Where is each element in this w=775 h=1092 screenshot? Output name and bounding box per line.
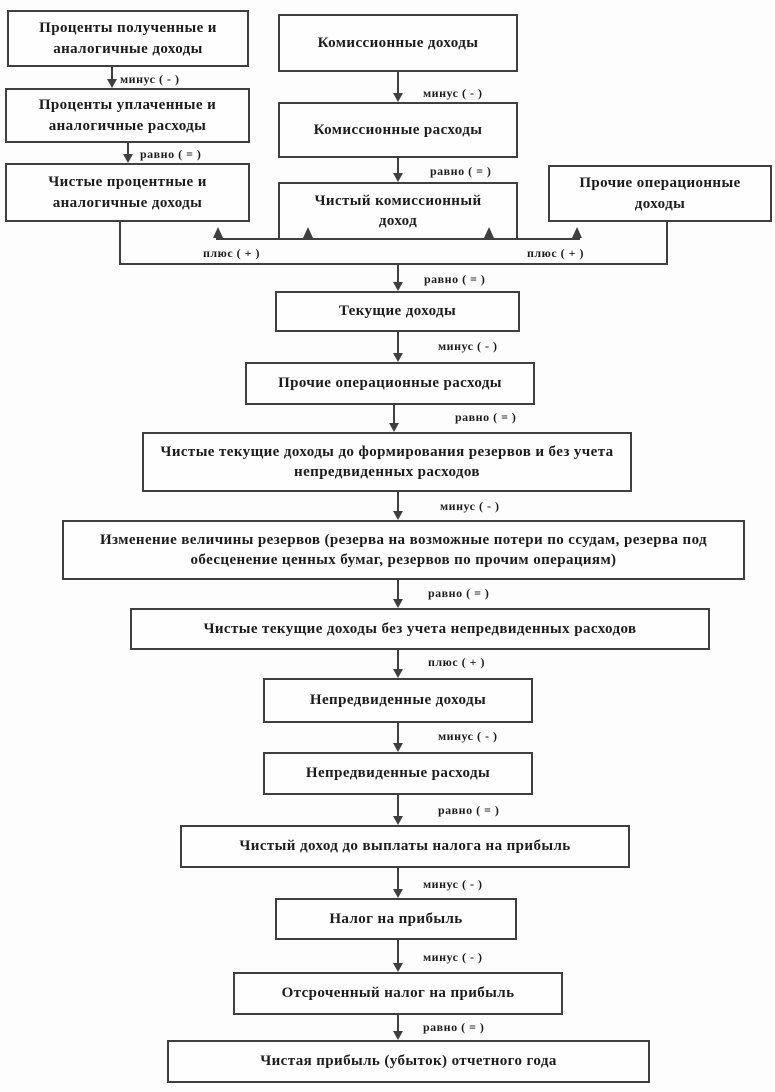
node-net-current-income: Чистые текущие доходы без учета непредвиденных расходов — [130, 608, 710, 650]
node-deferred-income-tax: Отсроченный налог на прибыль — [233, 972, 563, 1015]
connector-line — [397, 580, 399, 599]
connector-line — [119, 263, 668, 265]
arrowhead-up-icon — [213, 227, 223, 238]
connector-line — [397, 264, 399, 282]
node-commission-income: Комиссионные доходы — [278, 14, 518, 72]
connector-line — [397, 492, 399, 511]
connector-line — [397, 650, 399, 669]
operator-label-minus: минус ( - ) — [423, 877, 483, 891]
arrowhead-down-icon — [389, 423, 399, 432]
arrowhead-down-icon — [393, 353, 403, 362]
operator-label-equals: равно ( = ) — [428, 586, 490, 600]
operator-label-equals: равно ( = ) — [423, 1020, 485, 1034]
node-interest-income: Проценты полученные и аналогичные доходы — [7, 10, 249, 67]
operator-label-plus: плюс ( + ) — [527, 246, 584, 260]
arrowhead-down-icon — [393, 743, 403, 752]
arrowhead-up-icon — [572, 227, 582, 238]
arrowhead-down-icon — [393, 1031, 403, 1040]
arrowhead-up-icon — [484, 227, 494, 238]
arrowhead-down-icon — [393, 669, 403, 678]
node-current-income: Текущие доходы — [275, 291, 520, 332]
arrowhead-down-icon — [107, 79, 117, 88]
operator-label-plus: плюс ( + ) — [428, 655, 485, 669]
arrowhead-down-icon — [393, 599, 403, 608]
connector-line — [397, 795, 399, 816]
operator-label-minus: минус ( - ) — [120, 72, 180, 86]
connector-line — [486, 238, 580, 240]
operator-label-plus: плюс ( + ) — [203, 246, 260, 260]
arrowhead-down-icon — [393, 889, 403, 898]
operator-label-minus: минус ( - ) — [440, 499, 500, 513]
node-extraordinary-expense: Непредвиденные расходы — [263, 752, 533, 795]
operator-label-equals: равно ( = ) — [140, 147, 202, 161]
node-other-operating-income: Прочие операционные доходы — [548, 165, 772, 222]
connector-line — [397, 940, 399, 963]
connector-line — [397, 158, 399, 173]
connector-line — [666, 222, 668, 265]
arrowhead-down-icon — [393, 282, 403, 291]
connector-line — [397, 868, 399, 889]
connector-line — [119, 222, 121, 265]
connector-line — [397, 723, 399, 743]
operator-label-minus: минус ( - ) — [438, 729, 498, 743]
connector-line — [397, 332, 399, 353]
arrowhead-down-icon — [393, 816, 403, 825]
operator-label-minus: минус ( - ) — [438, 339, 498, 353]
connector-line — [397, 72, 399, 93]
node-other-operating-expense: Прочие операционные расходы — [245, 362, 535, 405]
operator-label-equals: равно ( = ) — [455, 410, 517, 424]
node-net-interest-income: Чистые процентные и аналогичные доходы — [5, 163, 250, 222]
arrowhead-up-icon — [303, 227, 313, 238]
connector-line — [393, 405, 395, 423]
connector-line — [397, 1015, 399, 1031]
node-commission-expense: Комиссионные расходы — [278, 102, 518, 158]
arrowhead-down-icon — [393, 511, 403, 520]
operator-label-equals: равно ( = ) — [438, 803, 500, 817]
node-reserves-change: Изменение величины резервов (резерва на возможные потери по ссудам, резерва под обесценение ценных бумаг, резервов по прочим операциям) — [62, 520, 745, 580]
arrowhead-down-icon — [393, 173, 403, 182]
connector-line — [216, 238, 310, 240]
node-interest-expense: Проценты уплаченные и аналогичные расходы — [5, 88, 250, 143]
node-net-current-before-reserves: Чистые текущие доходы до формирования резервов и без учета непредвиденных расходов — [142, 432, 632, 492]
operator-label-equals: равно ( = ) — [424, 272, 486, 286]
node-net-commission-income: Чистый комиссионный доход — [278, 182, 518, 240]
operator-label-minus: минус ( - ) — [423, 950, 483, 964]
arrowhead-down-icon — [123, 154, 133, 163]
arrowhead-down-icon — [393, 93, 403, 102]
node-extraordinary-income: Непредвиденные доходы — [263, 678, 533, 723]
operator-label-minus: минус ( - ) — [423, 86, 483, 100]
connector-line — [111, 67, 113, 79]
node-income-tax: Налог на прибыль — [275, 898, 517, 940]
node-net-income-before-tax: Чистый доход до выплаты налога на прибыль — [180, 825, 630, 868]
node-net-profit: Чистая прибыль (убыток) отчетного года — [167, 1040, 650, 1083]
arrowhead-down-icon — [393, 963, 403, 972]
operator-label-equals: равно ( = ) — [430, 164, 492, 178]
connector-line — [127, 143, 129, 154]
